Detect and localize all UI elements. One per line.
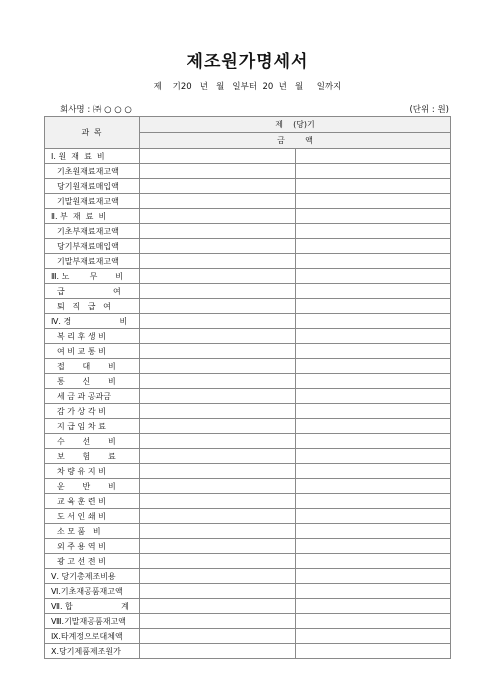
- row-label: 당기부재료매입액: [45, 239, 140, 254]
- row-label: 운 반 비: [45, 479, 140, 494]
- table-row: [45, 164, 451, 179]
- amount-cell-right[interactable]: [295, 509, 451, 524]
- table-row: [45, 194, 451, 209]
- table-row: [45, 224, 451, 239]
- table-body: [45, 149, 451, 659]
- amount-cell-right[interactable]: [295, 314, 451, 329]
- amount-cell-right[interactable]: [295, 479, 451, 494]
- amount-cell-right[interactable]: [295, 224, 451, 239]
- table-row: [45, 374, 451, 389]
- amount-cell-left[interactable]: [140, 224, 296, 239]
- amount-cell-right[interactable]: [295, 239, 451, 254]
- row-label: 기말부재료재고액: [45, 254, 140, 269]
- amount-cell-right[interactable]: [295, 194, 451, 209]
- row-label: 기초원재료재고액: [45, 164, 140, 179]
- row-label: 지 급 임 차 료: [45, 419, 140, 434]
- row-label: 감 가 상 각 비: [45, 404, 140, 419]
- table-row: [45, 614, 451, 629]
- row-label: 접 대 비: [45, 359, 140, 374]
- table-row: [45, 329, 451, 344]
- amount-cell-left[interactable]: [140, 209, 296, 224]
- table-row: [45, 389, 451, 404]
- amount-cell-right[interactable]: [295, 209, 451, 224]
- table-row: [45, 494, 451, 509]
- document-title: 제조원가명세서: [186, 52, 309, 72]
- period-line: 제 기20 년 월 일부터 20 년 월 일까지: [153, 82, 342, 92]
- table-row: [45, 434, 451, 449]
- amount-cell-right[interactable]: [295, 584, 451, 599]
- header-subject: 과 목: [45, 117, 140, 149]
- row-label: Ⅸ.타계정으로대체액: [45, 629, 140, 644]
- amount-cell-right[interactable]: [295, 389, 451, 404]
- row-label: Ⅶ. 합 계: [45, 599, 140, 614]
- amount-cell-right[interactable]: [295, 164, 451, 179]
- amount-cell-right[interactable]: [295, 149, 451, 164]
- row-label: Ⅷ.기말재공품재고액: [45, 614, 140, 629]
- amount-cell-left[interactable]: [140, 374, 296, 389]
- table-row: [45, 344, 451, 359]
- row-label: Ⅳ. 경 비: [45, 314, 140, 329]
- table-row: [45, 509, 451, 524]
- company-name: 회사명 : ㈜ ○ ○ ○: [60, 105, 132, 115]
- row-label: 보 험 료: [45, 449, 140, 464]
- table-row: [45, 314, 451, 329]
- row-label: 복 리 후 생 비: [45, 329, 140, 344]
- table-row: [45, 299, 451, 314]
- row-label: 여 비 교 통 비: [45, 344, 140, 359]
- amount-cell-right[interactable]: [295, 284, 451, 299]
- amount-cell-right[interactable]: [295, 344, 451, 359]
- table-row: [45, 449, 451, 464]
- row-label: Ⅴ. 당기총제조비용: [45, 569, 140, 584]
- amount-cell-left[interactable]: [140, 299, 296, 314]
- amount-cell-left[interactable]: [140, 329, 296, 344]
- amount-cell-right[interactable]: [295, 434, 451, 449]
- amount-cell-left[interactable]: [140, 644, 296, 659]
- table-row: [45, 644, 451, 659]
- table-row: [45, 179, 451, 194]
- table-row: [45, 209, 451, 224]
- amount-cell-left[interactable]: [140, 464, 296, 479]
- row-label: 세 금 과 공과금: [45, 389, 140, 404]
- amount-cell-left[interactable]: [140, 419, 296, 434]
- amount-cell-right[interactable]: [295, 644, 451, 659]
- amount-cell-right[interactable]: [295, 464, 451, 479]
- amount-cell-right[interactable]: [295, 539, 451, 554]
- amount-cell-right[interactable]: [295, 359, 451, 374]
- amount-cell-right[interactable]: [295, 449, 451, 464]
- table-row: [45, 269, 451, 284]
- table-row: [45, 599, 451, 614]
- amount-cell-right[interactable]: [295, 299, 451, 314]
- amount-cell-right[interactable]: [295, 554, 451, 569]
- amount-cell-left[interactable]: [140, 359, 296, 374]
- row-label: 외 주 용 역 비: [45, 539, 140, 554]
- amount-cell-left[interactable]: [140, 194, 296, 209]
- amount-cell-right[interactable]: [295, 269, 451, 284]
- amount-cell-left[interactable]: [140, 449, 296, 464]
- cost-statement-table: [44, 116, 451, 659]
- table-row: [45, 284, 451, 299]
- amount-cell-left[interactable]: [140, 164, 296, 179]
- amount-cell-left[interactable]: [140, 524, 296, 539]
- row-label: 당기원재료매입액: [45, 179, 140, 194]
- table-row: [45, 239, 451, 254]
- row-label: 도 서 인 쇄 비: [45, 509, 140, 524]
- amount-cell-left[interactable]: [140, 389, 296, 404]
- amount-cell-right[interactable]: [295, 179, 451, 194]
- unit-label: (단위 : 원): [409, 105, 449, 115]
- header-row: [45, 117, 451, 133]
- table-row: [45, 524, 451, 539]
- table-row: [45, 254, 451, 269]
- table-row: [45, 149, 451, 164]
- header-amount: 금 액: [140, 133, 451, 149]
- table-row: [45, 584, 451, 599]
- row-label: 기초부재료재고액: [45, 224, 140, 239]
- amount-cell-left[interactable]: [140, 179, 296, 194]
- table-row: [45, 554, 451, 569]
- amount-cell-right[interactable]: [295, 374, 451, 389]
- amount-cell-right[interactable]: [295, 629, 451, 644]
- table-row: [45, 629, 451, 644]
- table-row: [45, 464, 451, 479]
- row-label: Ⅰ. 원 재 료 비: [45, 149, 140, 164]
- row-label: Ⅹ.당기제품제조원가: [45, 644, 140, 659]
- row-label: 통 신 비: [45, 374, 140, 389]
- row-label: 수 선 비: [45, 434, 140, 449]
- row-label: 교 육 훈 련 비: [45, 494, 140, 509]
- amount-cell-right[interactable]: [295, 419, 451, 434]
- row-label: 차 량 유 지 비: [45, 464, 140, 479]
- amount-cell-left[interactable]: [140, 479, 296, 494]
- table-row: [45, 419, 451, 434]
- row-label: 급 여: [45, 284, 140, 299]
- table-row: [45, 479, 451, 494]
- row-label: 퇴 직 급 여: [45, 299, 140, 314]
- table-row: [45, 569, 451, 584]
- amount-cell-left[interactable]: [140, 314, 296, 329]
- amount-cell-left[interactable]: [140, 284, 296, 299]
- amount-cell-left[interactable]: [140, 404, 296, 419]
- amount-cell-left[interactable]: [140, 554, 296, 569]
- amount-cell-left[interactable]: [140, 569, 296, 584]
- amount-cell-left[interactable]: [140, 539, 296, 554]
- amount-cell-left[interactable]: [140, 599, 296, 614]
- amount-cell-left[interactable]: [140, 494, 296, 509]
- amount-cell-left[interactable]: [140, 509, 296, 524]
- row-label: Ⅱ. 부 재 료 비: [45, 209, 140, 224]
- table-row: [45, 404, 451, 419]
- amount-cell-right[interactable]: [295, 614, 451, 629]
- amount-cell-left[interactable]: [140, 344, 296, 359]
- amount-cell-left[interactable]: [140, 269, 296, 284]
- amount-cell-right[interactable]: [295, 254, 451, 269]
- amount-cell-right[interactable]: [295, 494, 451, 509]
- table-row: [45, 539, 451, 554]
- amount-cell-left[interactable]: [140, 149, 296, 164]
- row-label: 기말원재료재고액: [45, 194, 140, 209]
- amount-cell-left[interactable]: [140, 434, 296, 449]
- amount-cell-left[interactable]: [140, 254, 296, 269]
- row-label: Ⅵ.기초재공품재고액: [45, 584, 140, 599]
- amount-cell-right[interactable]: [295, 524, 451, 539]
- header-period: 제 (당)기: [140, 117, 451, 133]
- amount-cell-left[interactable]: [140, 584, 296, 599]
- amount-cell-right[interactable]: [295, 404, 451, 419]
- amount-cell-right[interactable]: [295, 569, 451, 584]
- row-label: 소 모 품 비: [45, 524, 140, 539]
- row-label: 광 고 선 전 비: [45, 554, 140, 569]
- amount-cell-left[interactable]: [140, 614, 296, 629]
- table-row: [45, 359, 451, 374]
- amount-cell-left[interactable]: [140, 239, 296, 254]
- amount-cell-right[interactable]: [295, 329, 451, 344]
- row-label: Ⅲ. 노 무 비: [45, 269, 140, 284]
- amount-cell-right[interactable]: [295, 599, 451, 614]
- amount-cell-left[interactable]: [140, 629, 296, 644]
